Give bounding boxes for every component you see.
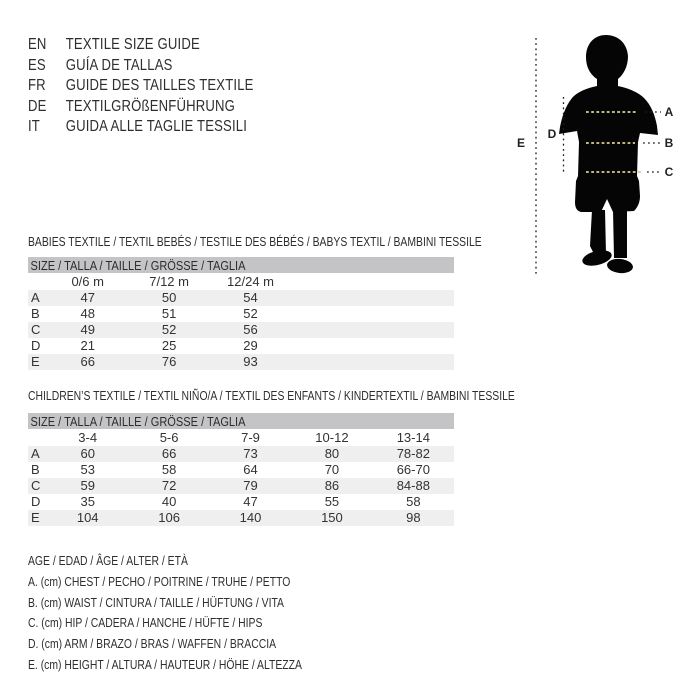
cell-value: 66 [161,446,177,461]
column-header: 12/24 m [227,274,274,289]
measurement-figure [505,30,700,330]
children-size-header-bar: SIZE / TALLA / TAILLE / GRÖSSE / TAGLIA [28,413,454,429]
column-header: 10-12 [315,430,349,445]
cell-value: 40 [161,494,177,509]
table-row-d [28,338,454,354]
cell-value: 64 [243,462,258,477]
cell-value: 51 [161,306,177,321]
babies-size-table [28,274,454,370]
row-label: E [31,354,40,369]
table-row-a [28,446,454,462]
cell-value: 47 [243,494,258,509]
measurement-legend [28,551,370,676]
cell-value: 52 [161,322,177,337]
table-row-e [28,354,454,370]
measure-label-b: B [664,136,674,150]
babies-column-header-row [28,274,454,290]
cell-value: 60 [80,446,95,461]
table-row-a [28,290,454,306]
row-label: D [31,338,41,353]
children-column-header-row [28,430,454,446]
language-title: GUIDE DES TAILLES TEXTILE [65,77,254,95]
cell-value: 73 [243,446,258,461]
row-label: B [31,462,40,477]
cell-value: 66 [80,354,95,369]
measure-label-e: E [516,136,526,150]
cell-value: 98 [406,510,421,525]
cell-value: 72 [161,478,177,493]
cell-value: 50 [161,290,177,305]
cell-value: 140 [239,510,262,525]
cell-value: 56 [243,322,258,337]
row-label: A [31,290,40,305]
column-header: 13-14 [396,430,430,445]
legend-waist: B. (cm) WAIST / CINTURA / TAILLE / HÜFTUNG / VITA [28,594,284,610]
legend-age: AGE / EDAD / ÂGE / ALTER / ETÀ [28,553,188,568]
row-label: B [31,306,40,321]
row-label: E [31,510,40,525]
language-code: IT [28,118,40,136]
cell-value: 54 [243,290,258,305]
cell-value: 80 [324,446,340,461]
measure-label-a: A [664,105,674,119]
language-code: FR [28,77,46,95]
children-size-table [28,430,454,526]
table-row-b [28,306,454,322]
row-label: C [31,478,41,493]
language-row-es [28,56,254,77]
cell-value: 58 [161,462,177,477]
language-row-en [28,35,254,56]
child-silhouette-graphic [505,30,700,330]
language-code: DE [28,97,47,115]
column-header: 3-4 [78,430,98,445]
language-title: GUÍA DE TALLAS [65,56,173,74]
language-row-fr [28,76,254,97]
measure-label-d: D [547,127,557,141]
language-code: EN [28,36,47,53]
cell-value: 93 [243,354,258,369]
cell-value: 76 [161,354,177,369]
cell-value: 66-70 [396,462,430,477]
column-header: 7-9 [241,430,260,445]
cell-value: 47 [80,290,95,305]
cell-value: 79 [243,478,258,493]
language-title: TEXTILGRÖßENFÜHRUNG [65,97,236,115]
table-row-b [28,462,454,478]
table-row-c [28,478,454,494]
cell-value: 86 [324,478,340,493]
cell-value: 59 [80,478,95,493]
cell-value: 48 [80,306,95,321]
language-title: GUIDA ALLE TAGLIE TESSILI [65,118,248,136]
row-label: A [31,446,40,461]
cell-value: 78-82 [396,446,430,461]
cell-value: 52 [243,306,258,321]
language-code: ES [28,56,46,74]
language-row-it [28,117,254,138]
cell-value: 53 [80,462,95,477]
cell-value: 25 [161,338,177,353]
cell-value: 35 [80,494,95,509]
legend-chest: A. (cm) CHEST / PECHO / POITRINE / TRUHE / PETTO [28,573,291,589]
cell-value: 84-88 [396,478,430,493]
language-row-de [28,97,254,118]
babies-section-title: BABIES TEXTILE / TEXTIL BEBÉS / TESTILE DES BÉBÉS / BABYS TEXTIL / BAMBINI TESSILE [28,234,482,249]
legend-hip: C. (cm) HIP / CADERA / HANCHE / HÜFTE / HIPS [28,615,263,631]
cell-value: 150 [321,510,343,525]
cell-value: 58 [406,494,421,509]
cell-value: 104 [76,510,99,525]
column-header: 5-6 [159,430,179,445]
row-label: C [31,322,41,337]
column-header: 0/6 m [71,274,104,289]
babies-size-header-bar: SIZE / TALLA / TAILLE / GRÖSSE / TAGLIA [28,257,454,273]
table-row-c [28,322,454,338]
column-header: 7/12 m [149,274,189,289]
cell-value: 49 [80,322,95,337]
cell-value: 106 [158,510,180,525]
legend-height: E. (cm) HEIGHT / ALTURA / HAUTEUR / HÖHE / ALTEZZA [28,656,302,672]
legend-arm: D. (cm) ARM / BRAZO / BRAS / WAFFEN / BRACCIA [28,636,277,652]
language-title: TEXTILE SIZE GUIDE [65,36,200,53]
language-list [28,35,254,138]
cell-value: 55 [324,494,340,509]
measure-label-c: C [664,165,674,179]
cell-value: 70 [324,462,340,477]
row-label: D [31,494,41,509]
table-row-d [28,494,454,510]
cell-value: 29 [243,338,258,353]
children-section-title: CHILDREN’S TEXTILE / TEXTIL NIÑO/A / TEXTIL DES ENFANTS / KINDERTEXTIL / BAMBINI TESSILE [28,388,515,403]
cell-value: 21 [80,338,95,353]
table-row-e [28,510,454,526]
